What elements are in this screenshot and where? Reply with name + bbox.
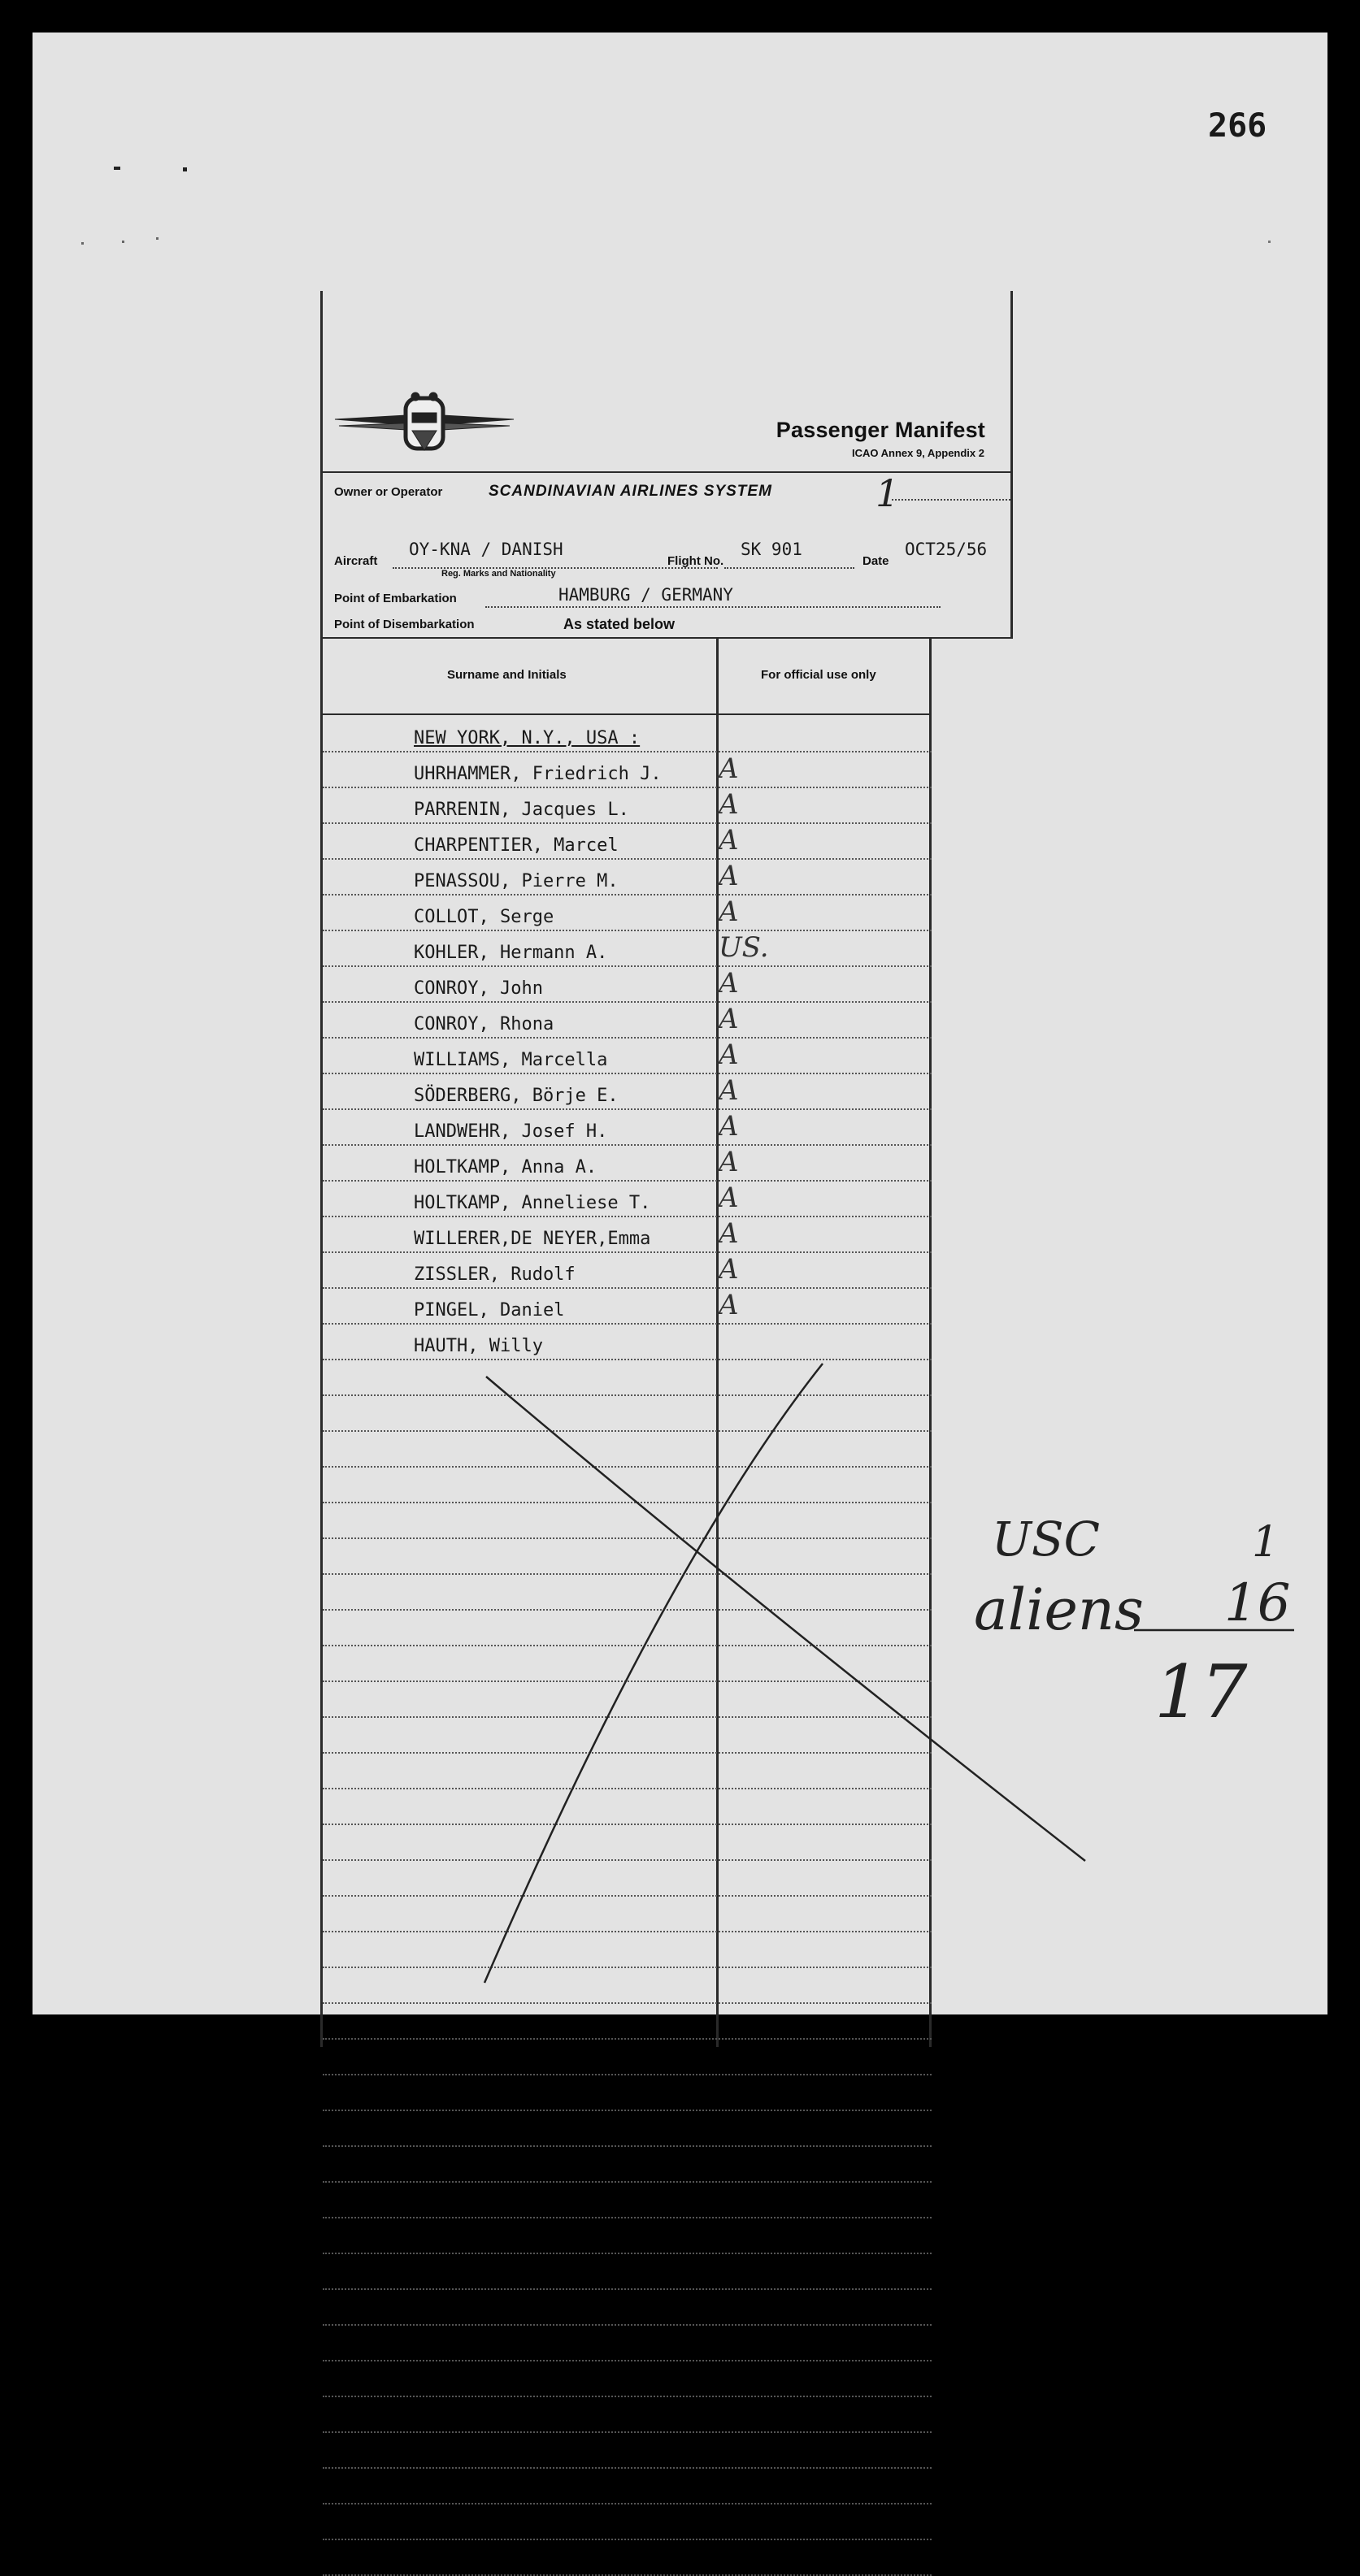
- aliens-label: aliens: [974, 1576, 1144, 1643]
- table-row: [323, 715, 932, 752]
- table-row: [323, 787, 932, 824]
- passenger-name: ZISSLER, Rudolf: [414, 1264, 576, 1285]
- passenger-name: PINGEL, Daniel: [414, 1300, 565, 1321]
- table-row: [323, 1573, 932, 1611]
- passenger-name: CONROY, Rhona: [414, 1014, 554, 1034]
- table-row: [323, 1502, 932, 1539]
- speck: [81, 242, 84, 245]
- official-mark: A: [719, 788, 739, 821]
- table-row: [323, 1824, 932, 1861]
- date-label: Date: [862, 554, 889, 568]
- passenger-name: LANDWEHR, Josef H.: [414, 1121, 608, 1142]
- official-mark: A: [719, 1289, 739, 1321]
- table-row: [323, 2360, 932, 2397]
- official-mark: A: [719, 1217, 739, 1250]
- table-row: [323, 2110, 932, 2147]
- official-mark: A: [719, 1110, 739, 1143]
- owner-label: Owner or Operator: [334, 485, 443, 499]
- official-mark: A: [719, 1182, 739, 1214]
- official-mark: A: [719, 752, 739, 785]
- date-value: OCT25/56: [905, 540, 988, 559]
- aircraft-value: OY-KNA / DANISH: [409, 540, 563, 559]
- table-row: [323, 2253, 932, 2290]
- passenger-name: PARRENIN, Jacques L.: [414, 800, 629, 820]
- table-row: [323, 1788, 932, 1825]
- flight-value: SK 901: [741, 540, 802, 559]
- speck: [183, 167, 187, 171]
- embarkation-value: HAMBURG / GERMANY: [558, 585, 733, 605]
- table-row: [323, 1716, 932, 1754]
- table-row: [323, 894, 932, 931]
- table-row: [323, 1359, 932, 1396]
- owner-mark: 1: [876, 471, 900, 515]
- table-row: [323, 1466, 932, 1503]
- table-row: [323, 2467, 932, 2504]
- passenger-name: COLLOT, Serge: [414, 907, 554, 927]
- usc-label: USC: [992, 1511, 1100, 1567]
- official-mark: A: [719, 1039, 739, 1071]
- table-row: [323, 1144, 932, 1182]
- passenger-name: PENASSOU, Pierre M.: [414, 871, 619, 891]
- table-row: [323, 2181, 932, 2218]
- passenger-name: UHRHAMMER, Friedrich J.: [414, 764, 662, 784]
- embarkation-label: Point of Embarkation: [334, 592, 457, 605]
- header-rule: [323, 471, 1013, 473]
- passenger-name: HOLTKAMP, Anneliese T.: [414, 1193, 651, 1213]
- aliens-count: 16: [1224, 1573, 1291, 1633]
- official-mark: A: [719, 860, 739, 892]
- official-mark: A: [719, 1146, 739, 1178]
- passenger-name: SÖDERBERG, Börje E.: [414, 1086, 619, 1106]
- table-row: [323, 2396, 932, 2433]
- table-row: [323, 2145, 932, 2183]
- table-row: [323, 2038, 932, 2075]
- disembarkation-value: As stated below: [563, 616, 676, 632]
- table-row: [323, 2288, 932, 2326]
- speck: [122, 241, 124, 243]
- table-row: [323, 2539, 932, 2576]
- official-mark: A: [719, 1074, 739, 1107]
- passenger-name: WILLIAMS, Marcella: [414, 1050, 608, 1070]
- owner-dotline: [892, 499, 1010, 501]
- speck: [1268, 241, 1271, 243]
- table-row: [323, 1323, 932, 1360]
- passenger-name: CHARPENTIER, Marcel: [414, 835, 619, 856]
- official-mark: A: [719, 1253, 739, 1286]
- table-row: [323, 2503, 932, 2540]
- airline-wings-logo: [331, 390, 518, 457]
- table-row: [323, 1680, 932, 1718]
- table-row: [323, 1001, 932, 1039]
- table-row: [323, 751, 932, 788]
- passenger-name: HOLTKAMP, Anna A.: [414, 1157, 597, 1177]
- table-row: [323, 1251, 932, 1289]
- total-count: 17: [1154, 1650, 1248, 1735]
- destination-heading: NEW YORK, N.Y., USA :: [414, 728, 641, 748]
- table-row: [323, 1108, 932, 1146]
- column-header-official: For official use only: [761, 668, 876, 682]
- table-row: [323, 1180, 932, 1217]
- table-row: [323, 1037, 932, 1074]
- passenger-name: KOHLER, Hermann A.: [414, 943, 608, 963]
- table-row: [323, 1752, 932, 1789]
- table-row: [323, 965, 932, 1003]
- official-mark: A: [719, 896, 739, 928]
- passenger-table: [320, 637, 932, 2047]
- table-row: [323, 2324, 932, 2361]
- passenger-name: HAUTH, Willy: [414, 1336, 543, 1356]
- table-row: [323, 858, 932, 896]
- manifest-title: Passenger Manifest: [776, 418, 985, 442]
- official-mark: A: [719, 824, 739, 856]
- flight-dotline: [724, 567, 854, 569]
- table-row: [323, 2074, 932, 2111]
- table-row: [323, 1609, 932, 1646]
- table-row: [323, 1073, 932, 1110]
- table-row: [323, 1859, 932, 1897]
- table-row: [323, 2217, 932, 2254]
- official-mark: A: [719, 967, 739, 1000]
- table-row: [323, 1287, 932, 1325]
- speck: [156, 237, 159, 240]
- usc-count: 1: [1252, 1518, 1280, 1567]
- table-row: [323, 1216, 932, 1253]
- page-number: 266: [1208, 107, 1267, 145]
- table-row: [323, 930, 932, 967]
- owner-value: SCANDINAVIAN AIRLINES SYSTEM: [489, 483, 772, 500]
- passenger-name: WILLERER,DE NEYER,Emma: [414, 1229, 651, 1249]
- table-row: [323, 1895, 932, 1932]
- table-row: [323, 1430, 932, 1468]
- table-row: [323, 1537, 932, 1575]
- table-row: [323, 1931, 932, 1968]
- disembarkation-label: Point of Disembarkation: [334, 618, 475, 631]
- form-right-border: [1010, 291, 1013, 639]
- embarkation-dotline: [485, 606, 941, 608]
- table-row: [323, 1645, 932, 1682]
- table-row: [323, 2002, 932, 2040]
- table-row: [323, 822, 932, 860]
- table-row: [323, 1967, 932, 2004]
- passenger-name: CONROY, John: [414, 978, 543, 999]
- official-mark: US.: [719, 931, 769, 964]
- speck: [114, 167, 120, 170]
- table-row: [323, 2431, 932, 2469]
- column-header-surname: Surname and Initials: [447, 668, 567, 682]
- aircraft-label: Aircraft: [334, 554, 378, 568]
- table-row: [323, 1394, 932, 1432]
- official-mark: A: [719, 1003, 739, 1035]
- manifest-subtitle: ICAO Annex 9, Appendix 2: [851, 447, 984, 459]
- flight-label: Flight No.: [667, 554, 724, 568]
- aircraft-sub-label: Reg. Marks and Nationality: [441, 569, 556, 579]
